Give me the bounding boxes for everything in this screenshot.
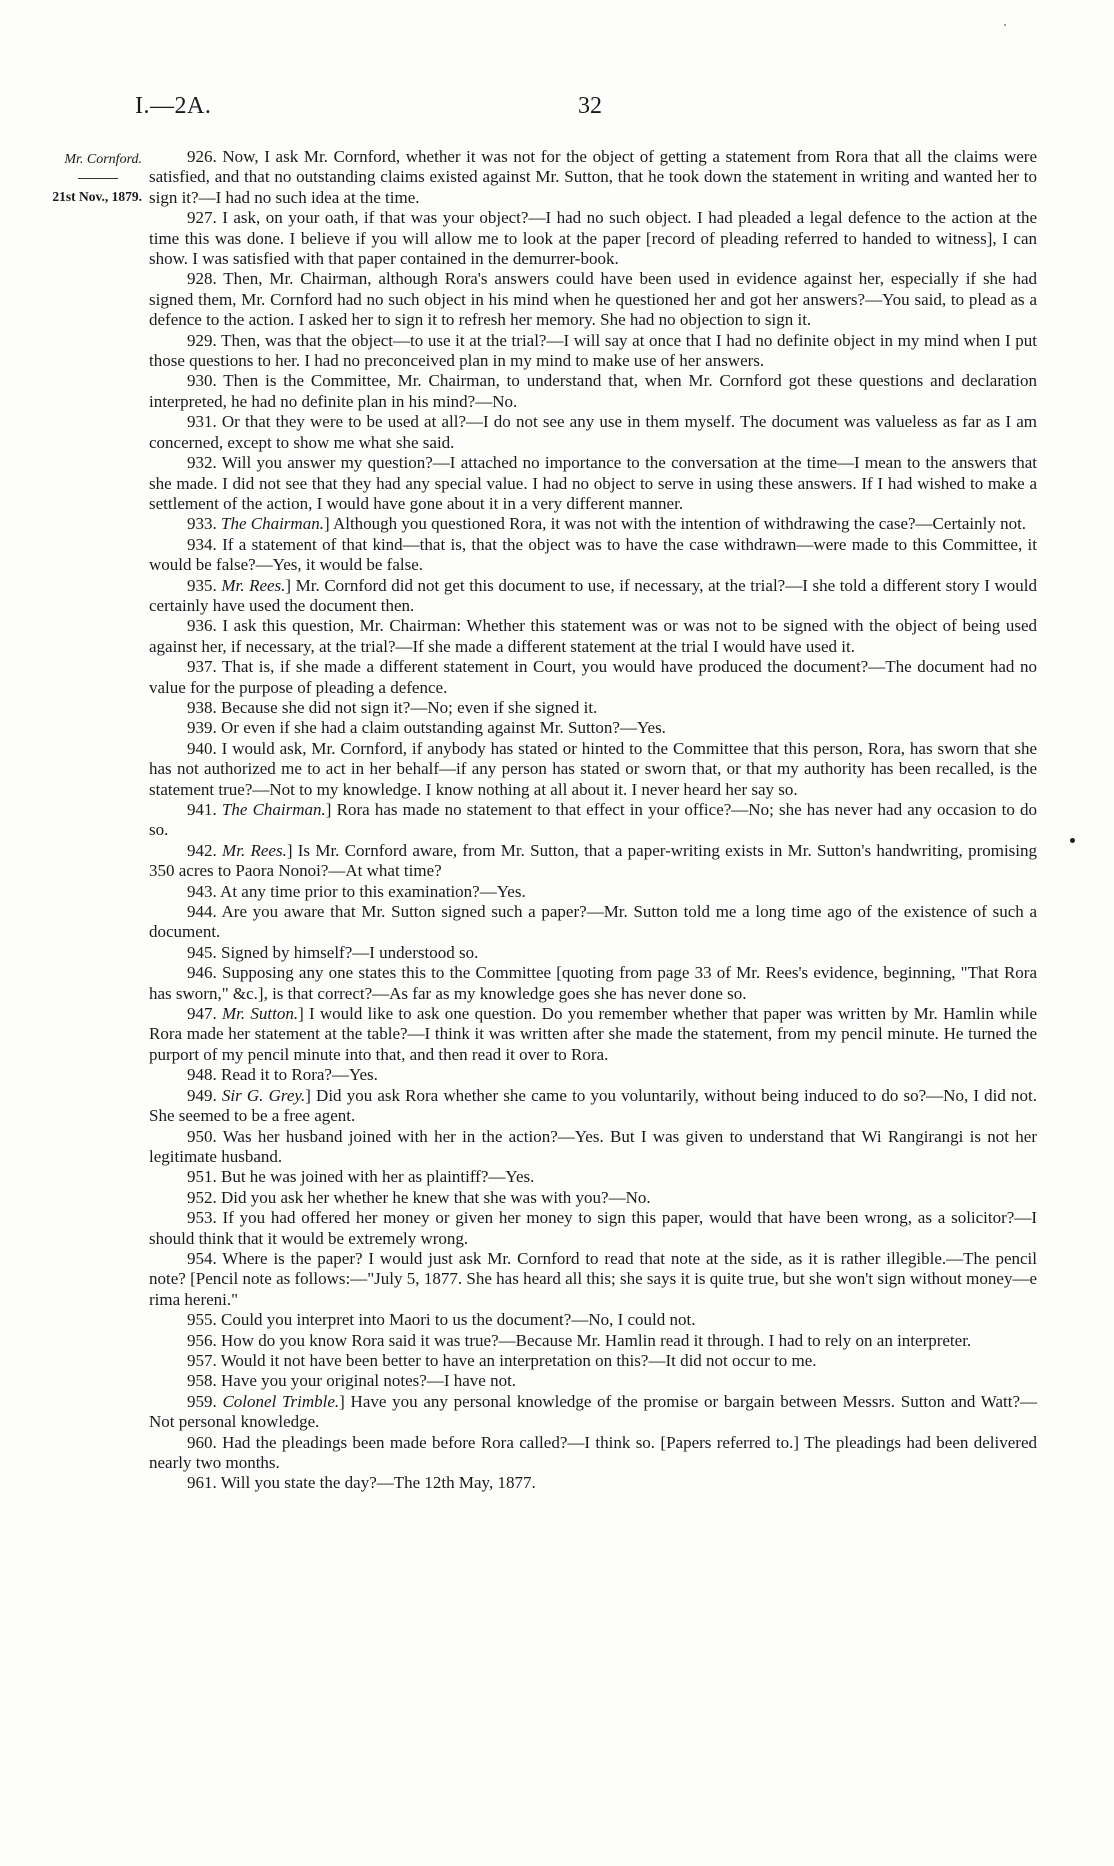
question-answer-paragraph: 946. Supposing any one states this to the Committee [quoting from page 33 of Mr. Rees's evidence, beginning, "That Rora has sworn," &c.], is that correct?—As far as my knowledge goes she has never done so.	[149, 963, 1037, 1003]
margin-dot	[1070, 838, 1075, 843]
question-answer-paragraph: 956. How do you know Rora said it was true?—Because Mr. Hamlin read it through. I had to rely on an interpreter.	[187, 1330, 972, 1350]
question-answer-paragraph: 930. Then is the Committee, Mr. Chairman, to understand that, when Mr. Cornford got these questions and declaration interpreted, he had no definite plan in his mind?—No.	[149, 371, 1037, 411]
question-answer-paragraph: 941. The Chairman.] Rora has made no statement to that effect in your office?—No; she has never had any occasion to do so.	[149, 800, 1037, 840]
question-answer-paragraph: 947. Mr. Sutton.] I would like to ask one question. Do you remember whether that paper was written by Mr. Hamlin while Rora made her statement at the table?—I think it was written after she made the statement, from my pencil minute. He turned the purport of my pencil minute into that, and then read it over to Rora.	[149, 1004, 1038, 1064]
speaker-name: The Chairman.	[221, 800, 326, 819]
question-answer-paragraph: 943. At any time prior to this examination?—Yes.	[187, 881, 526, 901]
question-answer-paragraph: 948. Read it to Rora?—Yes.	[187, 1065, 378, 1085]
speaker-name: Colonel Trimble.	[222, 1391, 340, 1411]
question-answer-paragraph: 944. Are you aware that Mr. Sutton signed such a paper?—Mr. Sutton told me a long time ago of the existence of such a document.	[149, 902, 1037, 942]
question-answer-paragraph: 950. Was her husband joined with her in the action?—Yes. But I was given to understand that Wi Rangirangi is not her legitimate husband.	[149, 1126, 1037, 1166]
margin-witness-name: Mr. Cornford.	[64, 152, 142, 167]
question-answer-paragraph: 935. Mr. Rees.] Mr. Cornford did not get this document to use, if necessary, at the trial?—I she told a different story I would certainly have used the document then.	[149, 575, 1038, 615]
question-answer-paragraph: 951. But he was joined with her as plaintiff?—Yes.	[187, 1167, 535, 1187]
speaker-name: Sir G. Grey.	[221, 1085, 306, 1105]
document-reference: I.—2A.	[135, 93, 212, 119]
paper-speck	[1004, 24, 1006, 26]
question-answer-paragraph: 942. Mr. Rees.] Is Mr. Cornford aware, from Mr. Sutton, that a paper-writing exists in Mr. Sutton's handwriting, promising 350 acres to Paora Nonoi?—At what time?	[149, 840, 1038, 881]
speaker-name: Mr. Rees.	[222, 840, 287, 860]
question-answer-paragraph: 934. If a statement of that kind—that is, that the object was to have the case withdrawn—were made to this Committee, it would be false?—Yes, it would be false.	[149, 534, 1037, 575]
question-answer-paragraph: 936. I ask this question, Mr. Chairman: Whether this statement was or was not to be signed with the object of being used against her, if necessary, at the trial?—If she made a different statement at the trial I would have used it.	[149, 616, 1037, 656]
speaker-name: Mr. Sutton.	[222, 1004, 299, 1024]
question-answer-paragraph: 940. I would ask, Mr. Cornford, if anybody has stated or hinted to the Committee that this person, Rora, has sworn that she has not authorized me to act in her behalf—if any person has stated or sworn that, or that my authority has been recalled, is the statement true?—Not to my knowledge. I know nothing at all about it. I never heard her say so.	[149, 738, 1037, 799]
margin-rule	[78, 178, 118, 179]
question-answer-paragraph: 949. Sir G. Grey.] Did you ask Rora whether she came to you voluntarily, without being induced to do so?—No, I did not. She seemed to be a free agent.	[149, 1085, 1038, 1126]
question-answer-paragraph: 961. Will you state the day?—The 12th May, 1877.	[187, 1473, 536, 1493]
question-answer-paragraph: 955. Could you interpret into Maori to us the document?—No, I could not.	[187, 1310, 696, 1330]
question-answer-paragraph: 931. Or that they were to be used at all?—I do not see any use in them myself. The document was valueless as far as I am concerned, except to show me what she said.	[149, 412, 1037, 452]
question-answer-paragraph: 953. If you had offered her money or given her money to sign this paper, would that have been wrong, as a solicitor?—I should think that it would be extremely wrong.	[149, 1208, 1037, 1248]
question-answer-paragraph: 952. Did you ask her whether he knew that she was with you?—No.	[187, 1187, 651, 1207]
margin-note	[22, 150, 142, 207]
question-answer-paragraph: 960. Had the pleadings been made before Rora called?—I think so. [Papers referred to.] The pleadings had been delivered nearly two months.	[149, 1432, 1037, 1472]
question-answer-paragraph: 927. I ask, on your oath, if that was your object?—I had no such object. I had pleaded a legal defence to the action at the time this was done. I believe if you will allow me to look at the paper [record of pleading referred to handed to witness], I can show. I was satisfied with that paper contained in the demurrer-book.	[149, 208, 1037, 269]
question-answer-paragraph: 958. Have you your original notes?—I have not.	[187, 1371, 517, 1391]
question-answer-paragraph: 945. Signed by himself?—I understood so.	[187, 942, 479, 962]
question-answer-paragraph: 928. Then, Mr. Chairman, although Rora's answers could have been used in evidence against her, especially if she had signed them, Mr. Cornford had no such object in his mind when he questioned her and got her answers?—You said, to plead as a defence to the action. I asked her to sign it to refresh her memory. She had no objection to sign it.	[149, 269, 1037, 330]
margin-date: 21st Nov., 1879.	[52, 189, 142, 204]
question-answer-paragraph: 926. Now, I ask Mr. Cornford, whether it was not for the object of getting a statement from Rora that all the claims were satisfied, and that no outstanding claims existed against Mr. Sutton, that he took down the statement in writing and wanted her to sign it?—I had no such idea at the time.	[149, 147, 1037, 207]
question-answer-paragraph: 933. The Chairman.] Although you questioned Rora, it was not with the intention of withdrawing the case?—Certainly not.	[187, 514, 1027, 534]
question-answer-paragraph: 938. Because she did not sign it?—No; even if she signed it.	[187, 697, 598, 717]
question-answer-paragraph: 937. That is, if she made a different statement in Court, you would have produced the document?—The document had no value for the purpose of pleading a defence.	[149, 657, 1037, 697]
page-number: 32	[578, 93, 602, 119]
question-answer-paragraph: 939. Or even if she had a claim outstanding against Mr. Sutton?—Yes.	[187, 718, 666, 738]
question-answer-paragraph: 959. Colonel Trimble.] Have you any personal knowledge of the promise or bargain between Messrs. Sutton and Watt?—Not personal knowledge.	[149, 1391, 1038, 1432]
question-answer-paragraph: 932. Will you answer my question?—I attached no importance to the conversation at the time—I mean to the answers that she made. I did not see that they had any special value. I had no object to serve in using these answers. If I had wished to make a settlement of the action, I would have gone about it in a very different manner.	[149, 453, 1037, 513]
question-answer-paragraph: 954. Where is the paper? I would just ask Mr. Cornford to read that note at the side, as it is rather illegible.—The pencil note? [Pencil note as follows:—"July 5, 1877. She has heard all this; she says it is quite true, but she won't sign without money—e rima hereni."	[149, 1248, 1037, 1309]
speaker-name: Mr. Rees.	[221, 575, 286, 595]
speaker-name: The Chairman.	[221, 514, 324, 534]
evidence-text	[149, 147, 1037, 1494]
question-answer-paragraph: 929. Then, was that the object—to use it at the trial?—I will say at once that I had no definite object in my mind when I put those questions to her. I had no preconceived plan in my mind to make use of her answers.	[149, 330, 1037, 371]
question-answer-paragraph: 957. Would it not have been better to have an interpretation on this?—It did not occur to me.	[187, 1350, 817, 1370]
